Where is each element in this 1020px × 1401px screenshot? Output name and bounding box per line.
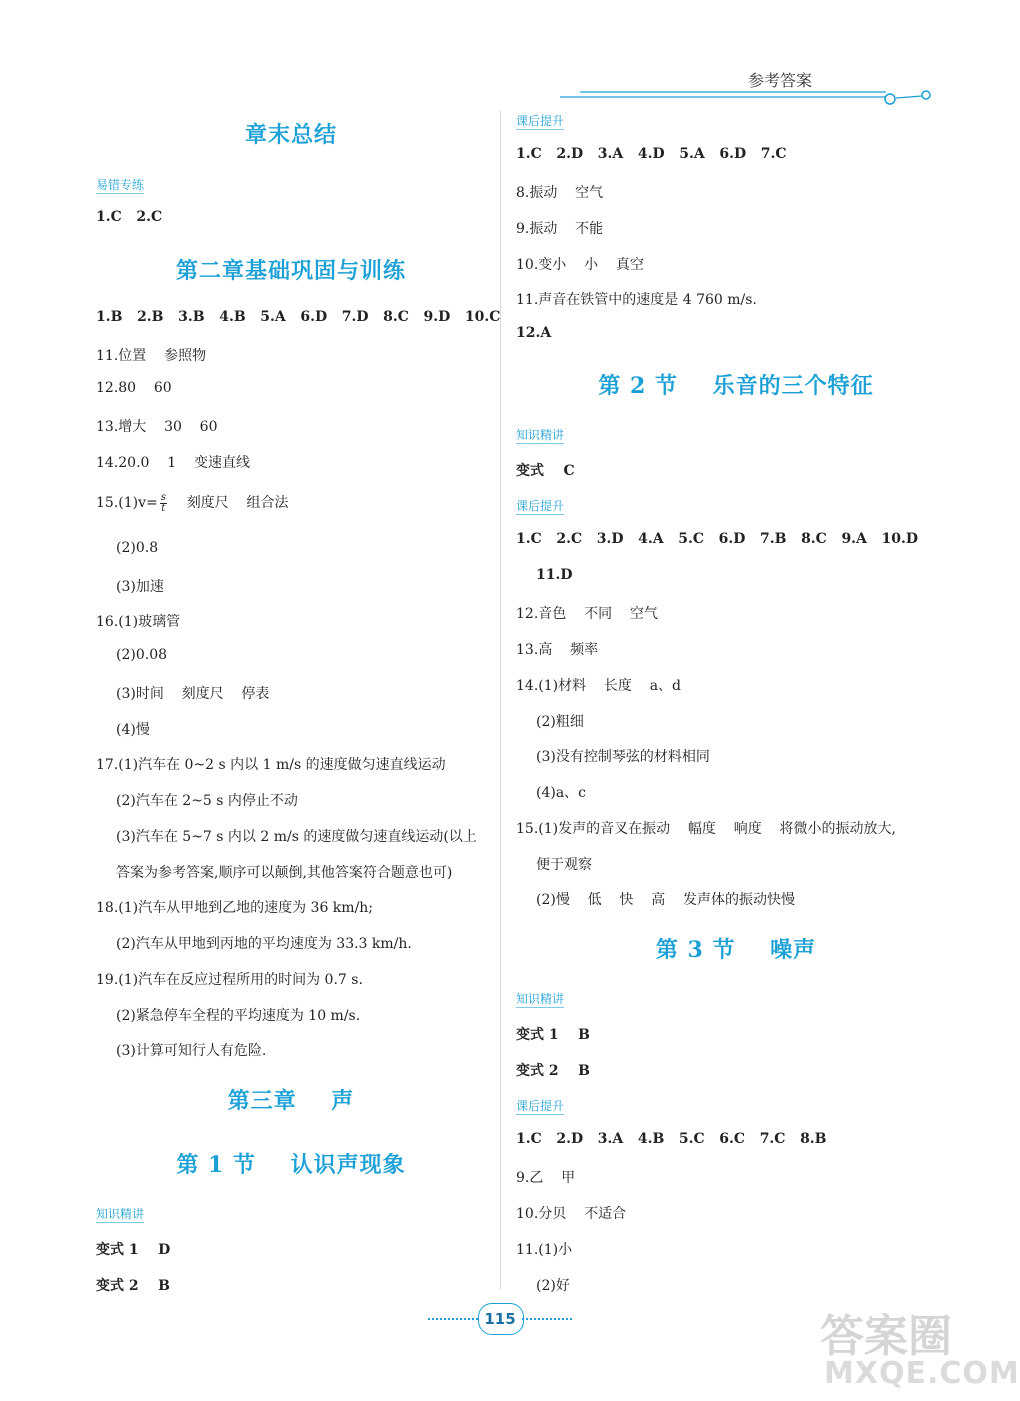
subsection-label: 知识精讲: [516, 992, 565, 1006]
answer-line: 17.(1)汽车在 0~2 s 内以 1 m/s 的速度做匀速直线运动: [96, 757, 446, 773]
answer-line: 变式 1 D: [96, 1242, 171, 1258]
answer-line: 变式 C: [516, 463, 575, 479]
answer-line: 1.C 2.D 3.A 4.B 5.C 6.C 7.C 8.B: [516, 1131, 827, 1147]
answer-line: 12.80 60: [96, 380, 172, 396]
answer-line: (2)粗细: [536, 714, 584, 730]
answer-line: (4)慢: [116, 722, 150, 738]
formula-suffix: 刻度尺 组合法: [168, 495, 289, 511]
subsection-label: 知识精讲: [96, 1207, 145, 1221]
answer-line: 11.位置 参照物: [96, 348, 207, 364]
answer-line: (2)汽车在 2~5 s 内停止不动: [116, 793, 298, 809]
answer-line: 11.(1)小: [516, 1242, 573, 1258]
footer-dotted-line-right: [522, 1318, 572, 1320]
answer-line: 13.增大 30 60: [96, 419, 218, 435]
answer-line: 变式 1 B: [516, 1027, 590, 1043]
answer-line: 12.A: [516, 325, 552, 341]
answer-line: 16.(1)玻璃管: [96, 614, 181, 630]
answer-line: 11.D: [536, 567, 573, 583]
answer-line: 1.C 2.D 3.A 4.D 5.A 6.D 7.C: [516, 146, 787, 162]
answer-line: (3)没有控制琴弦的材料相同: [536, 749, 710, 765]
fraction: [160, 493, 167, 514]
section-title: 第 2 节 乐音的三个特征: [598, 373, 874, 399]
answer-line: (3)加速: [116, 579, 164, 595]
answer-line: (2)汽车从甲地到丙地的平均速度为 33.3 km/h.: [116, 936, 412, 952]
section-title: 章末总结: [244, 122, 337, 148]
watermark-site: MXQE.COM: [824, 1356, 1020, 1391]
subsection-label: 知识精讲: [516, 428, 565, 442]
answer-line: 10.变小 小 真空: [516, 257, 644, 273]
answer-line: 1.B 2.B 3.B 4.B 5.A 6.D 7.D 8.C 9.D 10.C: [96, 309, 501, 325]
answer-line: 14.(1)材料 长度 a、d: [516, 678, 682, 694]
answer-line: 1.C 2.C 3.D 4.A 5.C 6.D 7.B 8.C 9.A 10.D: [516, 531, 919, 547]
watermark-logo: 答案圈: [820, 1311, 952, 1362]
subsection-label: 课后提升: [516, 1099, 565, 1113]
answer-line: (3)时间 刻度尺 停表: [116, 686, 270, 702]
section-title: 第二章基础巩固与训练: [175, 258, 406, 284]
answer-line: 9.乙 甲: [516, 1170, 576, 1186]
answer-line: (2)0.08: [116, 647, 168, 663]
header-label: 参考答案: [748, 71, 813, 90]
answer-line: (2)紧急停车全程的平均速度为 10 m/s.: [116, 1008, 361, 1024]
answer-line: 9.振动 不能: [516, 221, 604, 237]
answer-line: 18.(1)汽车从甲地到乙地的速度为 36 km/h;: [96, 900, 374, 916]
subsection-label: 课后提升: [516, 499, 565, 513]
answer-line-formula: [96, 492, 289, 514]
answer-line: 答案为参考答案,顺序可以颠倒,其他答案符合题意也可): [116, 865, 453, 881]
answer-line: (2)慢 低 快 高 发声体的振动快慢: [536, 892, 796, 908]
header-decoration-line: [560, 86, 940, 106]
answer-line: 12.音色 不同 空气: [516, 606, 658, 622]
column-divider: [500, 110, 501, 1290]
answer-line: 14.20.0 1 变速直线: [96, 455, 250, 471]
footer-dotted-line-left: [428, 1318, 478, 1320]
watermark: [820, 1300, 1020, 1395]
answer-line: 19.(1)汽车在反应过程所用的时间为 0.7 s.: [96, 972, 363, 988]
answer-line: (2)0.8: [116, 540, 159, 556]
section-title: 第 1 节 认识声现象: [176, 1152, 406, 1178]
chapter-title: 第三章 声: [227, 1088, 355, 1114]
subsection-label: 课后提升: [516, 114, 565, 128]
fraction-denominator: t: [161, 502, 166, 514]
section-title: 第 3 节 噪声: [655, 937, 817, 963]
subsection-label: 易错专练: [96, 178, 145, 192]
answer-line: (2)好: [536, 1278, 570, 1294]
answer-line: (3)计算可知行人有危险.: [116, 1043, 267, 1059]
answer-line: (4)a、c: [536, 785, 587, 801]
fraction-numerator: s: [160, 491, 166, 503]
answer-line: 15.(1)发声的音叉在振动 幅度 响度 将微小的振动放大,: [516, 821, 896, 837]
answer-line: 13.高 频率: [516, 642, 599, 658]
answer-line: (3)汽车在 5~7 s 内以 2 m/s 的速度做匀速直线运动(以上: [116, 829, 477, 845]
answer-line: 8.振动 空气: [516, 185, 604, 201]
answer-line: 变式 2 B: [96, 1278, 170, 1294]
formula-prefix: 15.(1)v=: [96, 495, 158, 511]
answer-line: 10.分贝 不适合: [516, 1206, 627, 1222]
answer-line: 便于观察: [536, 857, 592, 873]
page-number: 115: [484, 1310, 516, 1328]
answer-line: 11.声音在铁管中的速度是 4 760 m/s.: [516, 292, 757, 308]
answer-line: 1.C 2.C: [96, 209, 163, 225]
answer-line: 变式 2 B: [516, 1063, 590, 1079]
